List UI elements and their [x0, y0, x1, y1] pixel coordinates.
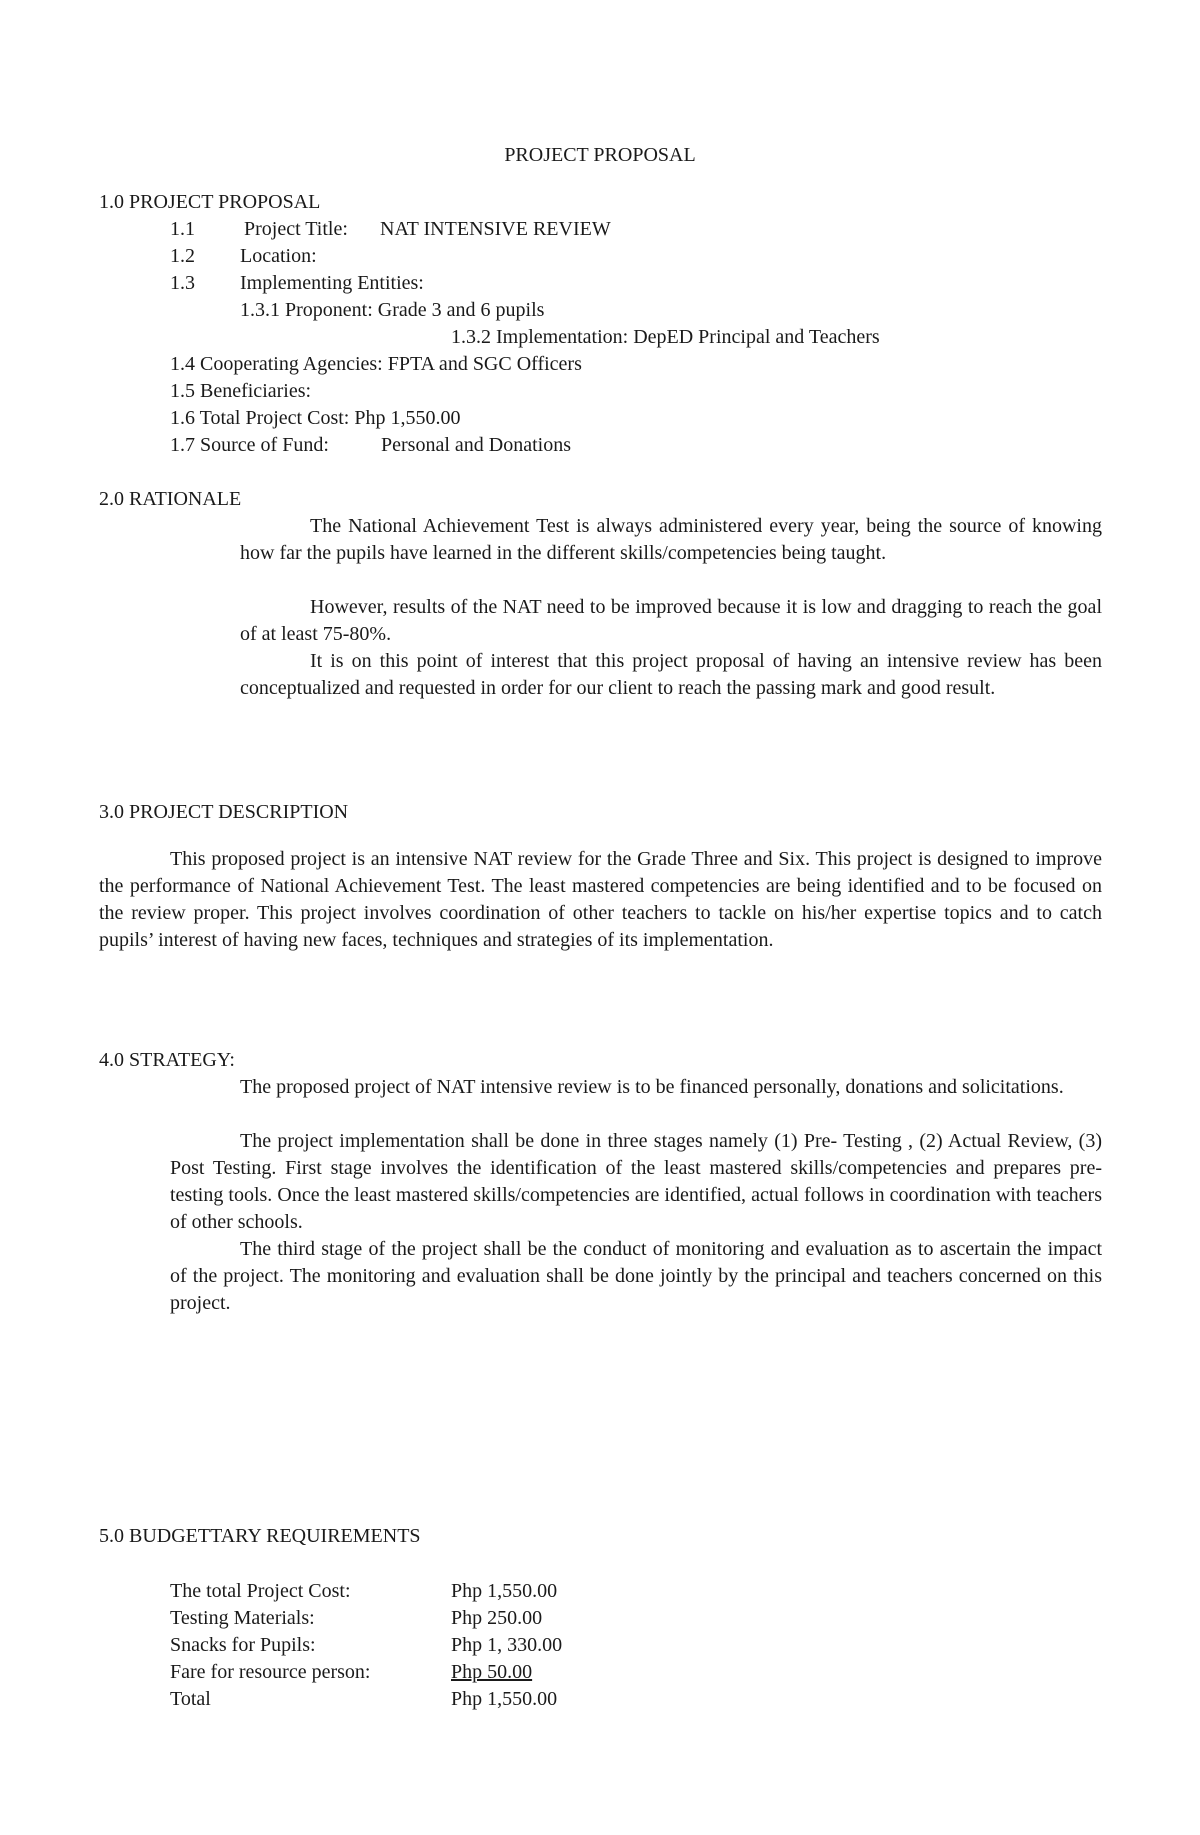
- budget-amount: Php 1, 330.00: [451, 1634, 563, 1656]
- budget-amount: Php 50.00: [451, 1661, 533, 1683]
- item-1-2: [170, 243, 317, 270]
- item-number: 1.1: [170, 218, 195, 240]
- rationale-paragraph-3: It is on this point of interest that this project proposal of having an intensive review has been conceptualized and requested in order for our client to reach the passing mark and good result.: [240, 650, 1102, 699]
- section-1-heading: 1.0 PROJECT PROPOSAL: [99, 191, 321, 213]
- budget-label: Testing Materials:: [170, 1607, 315, 1629]
- strategy-paragraph-1: The proposed project of NAT intensive review is to be financed personally, donations and solicitations.: [240, 1076, 1064, 1098]
- item-1-3: [170, 270, 424, 297]
- strategy-paragraph-2: The project implementation shall be done in three stages namely (1) Pre- Testing , (2) Actual Review, (3) Post Testing. First stage involves the identification of the least mastered skills/competencies and prepares pre-testing tools. Once the least mastered skills/competencies are identified, actual follows in coordination with teachers of other schools.: [170, 1130, 1102, 1233]
- budget-row: [170, 1659, 533, 1686]
- item-1-6: 1.6 Total Project Cost: Php 1,550.00: [170, 407, 461, 429]
- budget-label: Snacks for Pupils:: [170, 1634, 316, 1656]
- item-label: Implementing Entities:: [240, 272, 424, 294]
- budget-label: Fare for resource person:: [170, 1661, 371, 1683]
- item-1-5: 1.5 Beneficiaries:: [170, 380, 312, 402]
- item-label: Project Title:: [244, 218, 348, 240]
- section-5-heading: 5.0 BUDGETTARY REQUIREMENTS: [99, 1525, 421, 1547]
- budget-amount: Php 1,550.00: [451, 1580, 558, 1602]
- item-1-1: [170, 216, 611, 243]
- rationale-paragraph-2: However, results of the NAT need to be improved because it is low and dragging to reach the goal of at least 75-80%.: [240, 596, 1102, 645]
- item-1-4: 1.4 Cooperating Agencies: FPTA and SGC Officers: [170, 353, 582, 375]
- budget-label: The total Project Cost:: [170, 1580, 351, 1602]
- item-number: 1.3: [170, 272, 195, 294]
- document-title: PROJECT PROPOSAL: [504, 144, 696, 166]
- item-label: 1.7 Source of Fund:: [170, 434, 329, 456]
- budget-row: [170, 1578, 558, 1605]
- item-1-3-2: 1.3.2 Implementation: DepED Principal and Teachers: [451, 326, 880, 348]
- description-paragraph: This proposed project is an intensive NAT review for the Grade Three and Six. This project is designed to improve the performance of National Achievement Test. The least mastered competencies are being identified and to be focused on the review proper. This project involves coordination of other teachers to tackle on his/her expertise topics and to catch pupils’ interest of having new faces, techniques and strategies of its implementation.: [99, 848, 1102, 951]
- budget-amount: Php 250.00: [451, 1607, 543, 1629]
- item-value: Personal and Donations: [381, 434, 571, 456]
- budget-amount: Php 1,550.00: [451, 1688, 558, 1710]
- section-2-heading: 2.0 RATIONALE: [99, 488, 242, 510]
- section-3-heading: 3.0 PROJECT DESCRIPTION: [99, 801, 349, 823]
- strategy-paragraph-3: The third stage of the project shall be the conduct of monitoring and evaluation as to ascertain the impact of the project. The monitoring and evaluation shall be done jointly by the principal and teachers concerned on this project.: [170, 1238, 1102, 1314]
- rationale-paragraph-1: The National Achievement Test is always administered every year, being the source of knowing how far the pupils have learned in the different skills/competencies being taught.: [240, 515, 1102, 564]
- budget-total-row: [170, 1686, 558, 1713]
- budget-row: [170, 1605, 543, 1632]
- item-label: Location:: [240, 245, 317, 267]
- item-1-7: [170, 432, 571, 459]
- budget-label: Total: [170, 1688, 211, 1710]
- item-1-3-1: 1.3.1 Proponent: Grade 3 and 6 pupils: [240, 299, 545, 321]
- budget-row: [170, 1632, 563, 1659]
- item-number: 1.2: [170, 245, 195, 267]
- item-value: NAT INTENSIVE REVIEW: [380, 218, 611, 240]
- section-4-heading: 4.0 STRATEGY:: [99, 1049, 235, 1071]
